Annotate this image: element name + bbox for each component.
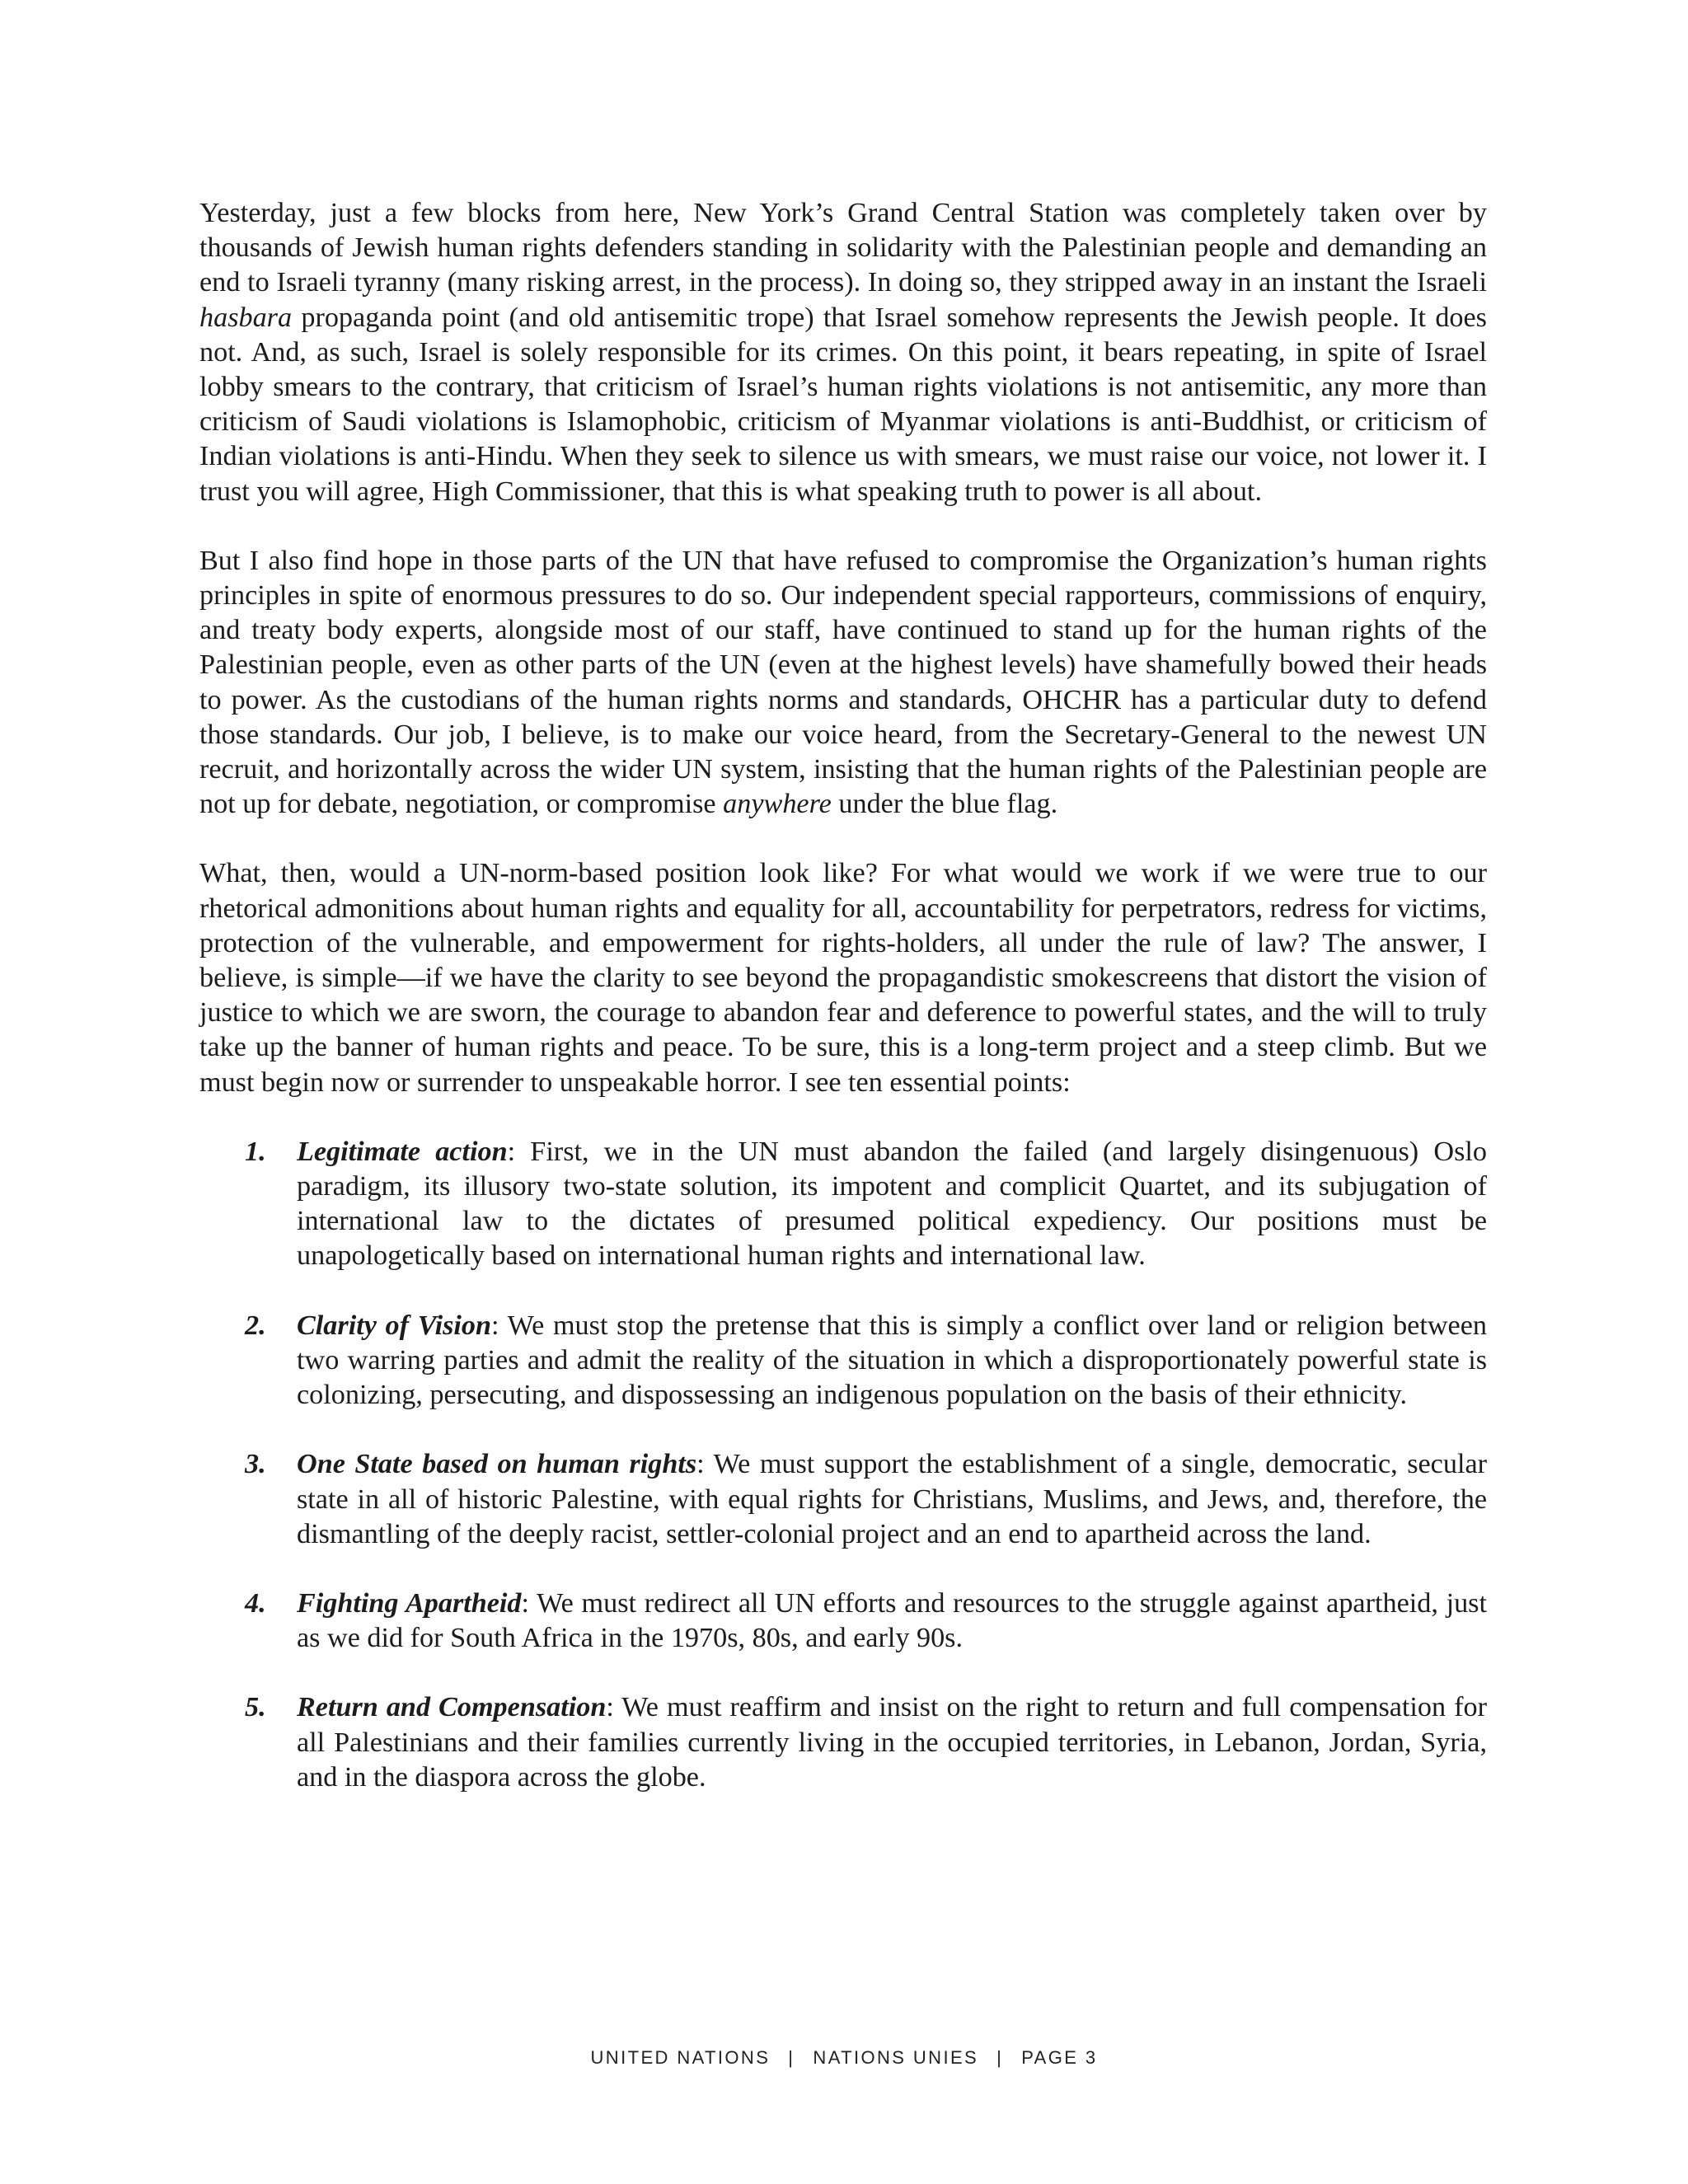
emphasis-anywhere: anywhere: [723, 789, 832, 820]
list-item-title: One State based on human rights: [297, 1449, 697, 1480]
list-item-text: : We must stop the pretense that this is simply a conflict over land or religion between two warring parties and admit the reality of the situation in which a disproportionately powerful state is colonizing, persecuting, and dispossessing an indigenous population on the basis of their ethnicity.: [297, 1310, 1487, 1411]
list-item-number: 5.: [245, 1692, 266, 1723]
footer-org-french: NATIONS UNIES: [813, 2047, 979, 2068]
list-item-number: 4.: [245, 1587, 266, 1619]
list-item: [199, 1690, 1487, 1795]
footer-separator: |: [996, 2047, 1004, 2068]
list-item-number: 1.: [245, 1136, 266, 1167]
paragraph-grand-central: Yesterday, just a few blocks from here, New York’s Grand Central Station was completely taken over by thousands of Jewish human rights defenders standing in solidarity with the Palestinian people and demanding an end to Israeli tyranny (many risking arrest, in the process). In doing so, they stripped away in an instant the Israeli hasbara propaganda point (and old antisemitic trope) that Israel somehow represents the Jewish people. It does not. And, as such, Israel is solely responsible for its crimes. On this point, it bears repeating, in spite of Israel lobby smears to the contrary, that criticism of Israel’s human rights violations is not antisemitic, any more than criticism of Saudi violations is Islamophobic, criticism of Myanmar violations is anti-Buddhist, or criticism of Indian violations is anti-Hindu. When they seek to silence us with smears, we must raise our voice, not lower it. I trust you will agree, High Commissioner, that this is what speaking truth to power is all about.: [199, 198, 1487, 507]
list-item-text: : We must support the establishment of a single, democratic, secular state in all of historic Palestine, with equal rights for Christians, Muslims, and Jews, and, therefore, the dismantling of the deeply racist, settler-colonial project and an end to apartheid across the land.: [297, 1449, 1487, 1549]
list-item-title: Return and Compensation: [297, 1692, 607, 1723]
list-item-number: 3.: [245, 1449, 266, 1480]
footer-separator: |: [788, 2047, 795, 2068]
footer-page-number: PAGE 3: [1021, 2047, 1098, 2068]
list-item-text: : First, we in the UN must abandon the failed (and largely disingenuous) Oslo paradigm, its illusory two-state solution, its impotent and complicit Quartet, and its subjugation of international law to the dictates of presumed political expediency. Our positions must be unapologetically based on international human rights and international law.: [297, 1136, 1487, 1272]
list-item: [199, 1135, 1487, 1274]
list-item: [199, 1447, 1487, 1552]
list-item: [199, 1586, 1487, 1656]
document-body: [199, 196, 1487, 1830]
essential-points-list: [199, 1135, 1487, 1795]
footer-org-english: UNITED NATIONS: [590, 2047, 771, 2068]
page-footer: [0, 2047, 1688, 2069]
list-item-title: Fighting Apartheid: [297, 1587, 522, 1619]
paragraph-hope-in-un: But I also find hope in those parts of the UN that have refused to compromise the Organization’s human rights principles in spite of enormous pressures to do so. Our independent special rapporteurs, commissions of enquiry, and treaty body experts, alongside most of our staff, have continued to stand up for the human rights of the Palestinian people, even as other parts of the UN (even at the highest levels) have shamefully bowed their heads to power. As the custodians of the human rights norms and standards, OHCHR has a particular duty to defend those standards. Our job, I believe, is to make our voice heard, from the Secretary-General to the newest UN recruit, and horizontally across the wider UN system, insisting that the human rights of the Palestinian people are not up for debate, negotiation, or compromise anywhere under the blue flag.: [199, 545, 1487, 820]
list-item: [199, 1309, 1487, 1413]
list-item-text: : We must redirect all UN efforts and resources to the struggle against apartheid, just as we did for South Africa in the 1970s, 80s, and early 90s.: [297, 1587, 1487, 1654]
list-item-title: Clarity of Vision: [297, 1310, 492, 1341]
list-item-number: 2.: [245, 1310, 266, 1341]
paragraph-un-norm-position: What, then, would a UN-norm-based position look like? For what would we work if we were true to our rhetorical admonitions about human rights and equality for all, accountability for perpetrators, redress for victims, protection of the vulnerable, and empowerment for rights-holders, all under the rule of law? The answer, I believe, is simple—if we have the clarity to see beyond the propagandistic smokescreens that distort the vision of justice to which we are sworn, the courage to abandon fear and deference to powerful states, and the will to truly take up the banner of human rights and peace. To be sure, this is a long-term project and a steep climb. But we must begin now or surrender to unspeakable horror. I see ten essential points:: [199, 858, 1487, 1098]
list-item-title: Legitimate action: [297, 1136, 508, 1167]
list-item-text: : We must reaffirm and insist on the right to return and full compensation for all Palestinians and their families currently living in the occupied territories, in Lebanon, Jordan, Syria, and in the diaspora across the globe.: [297, 1692, 1488, 1793]
emphasis-hasbara: hasbara: [199, 302, 293, 333]
